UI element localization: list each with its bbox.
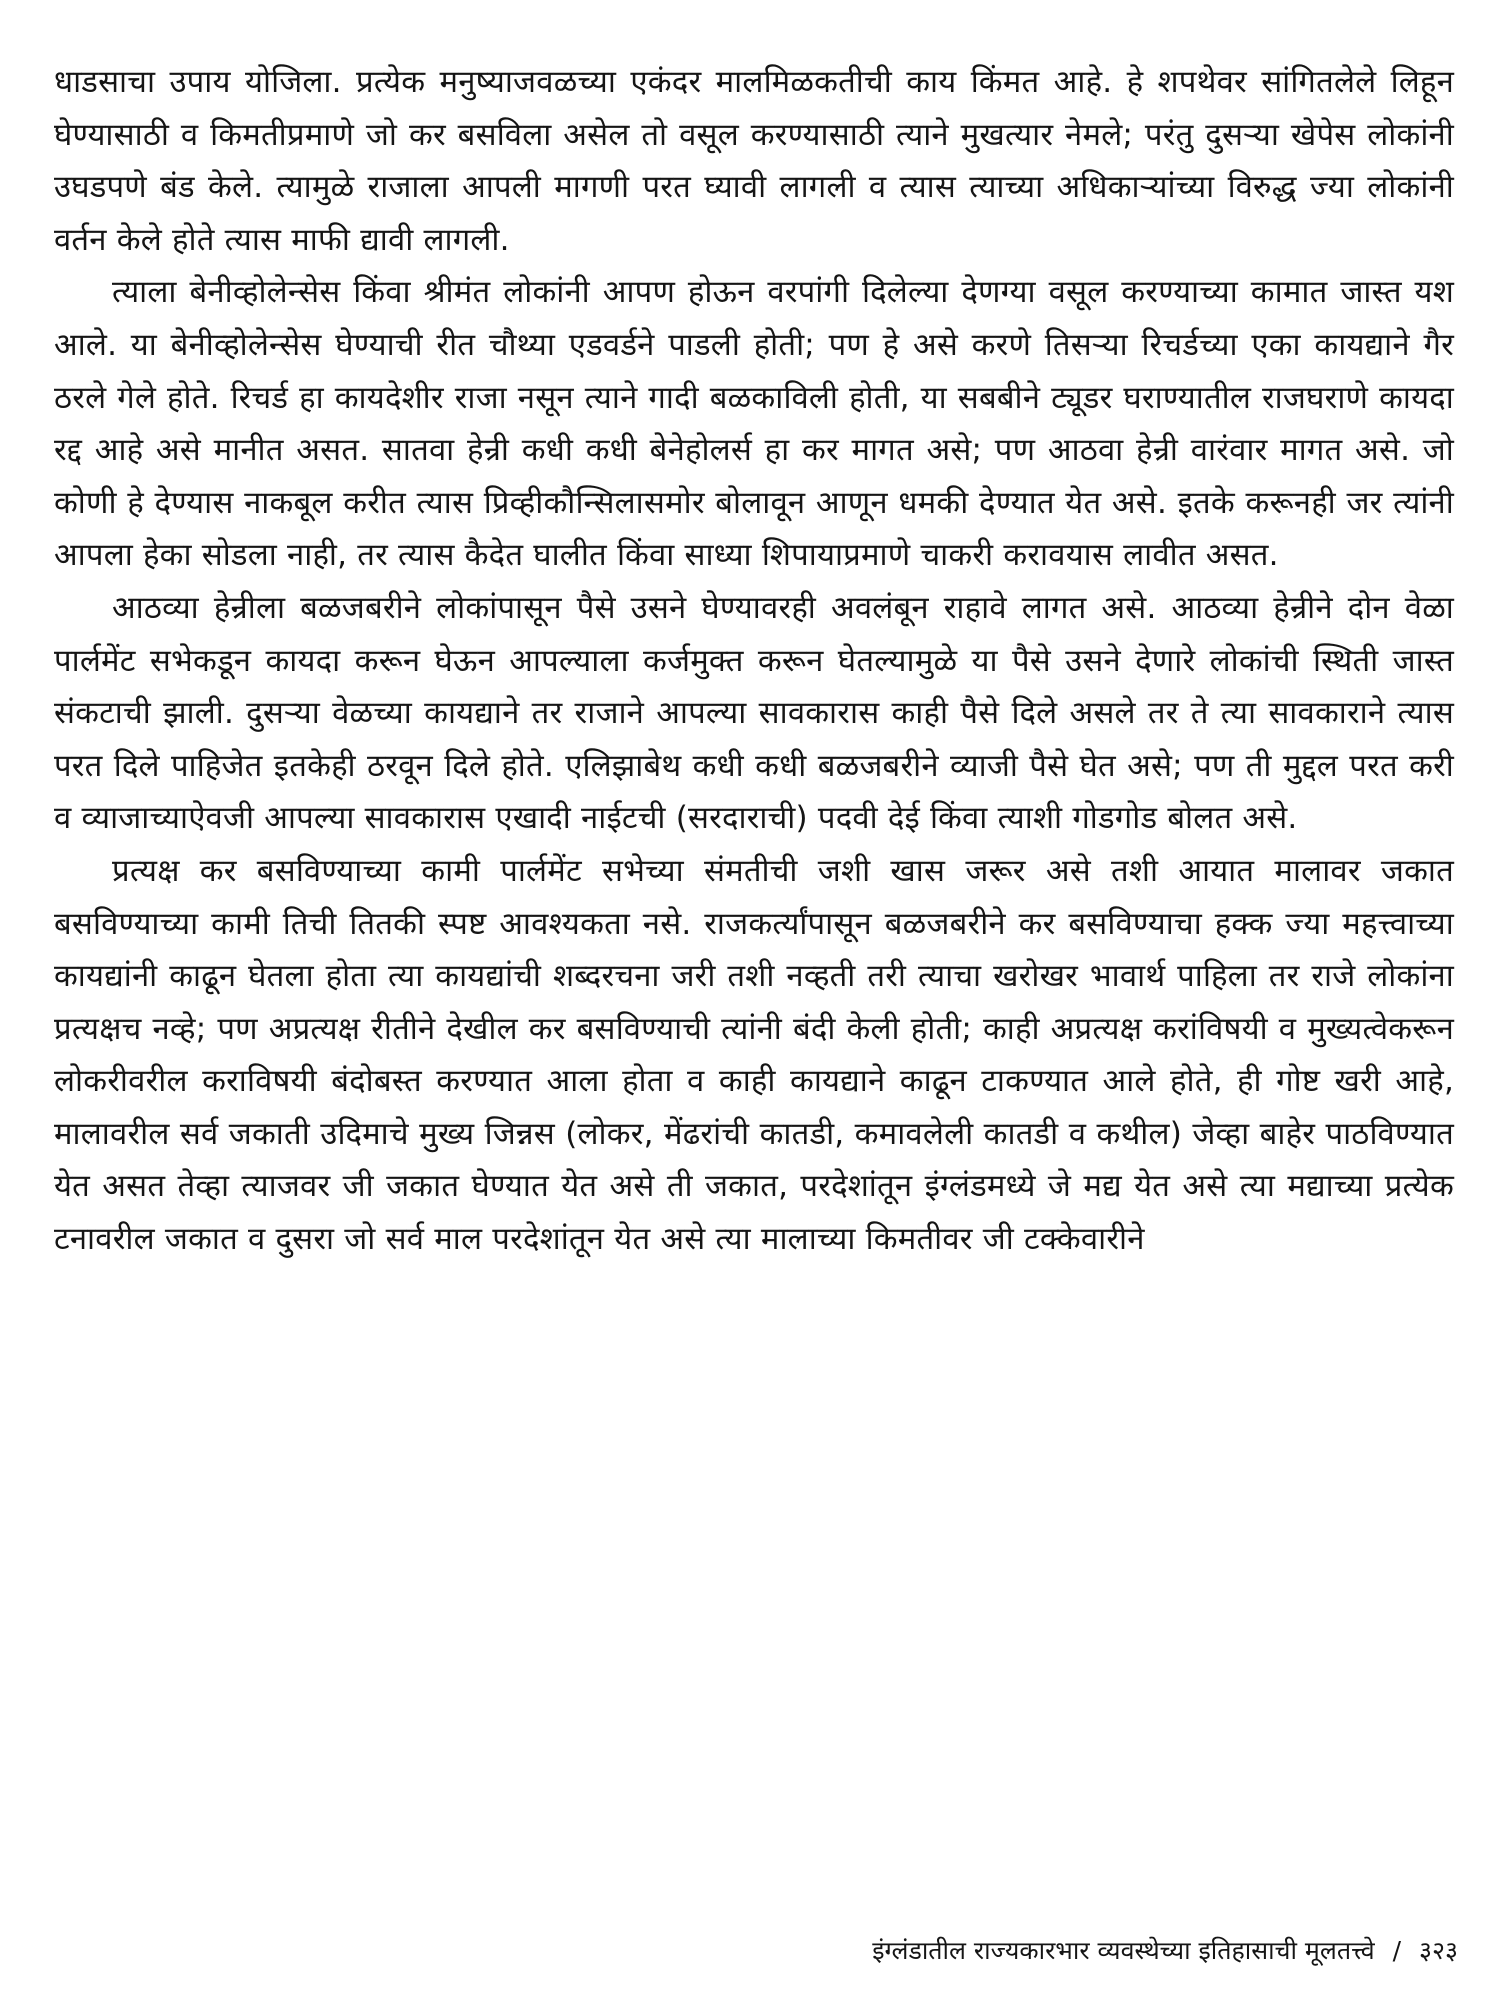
paragraph-customs-duties: प्रत्यक्ष कर बसविण्याच्या कामी पार्लमेंट सभेच्या संमतीची जशी खास जरूर असे तशी आयात मालावर जकात बसविण्याच्या कामी तिची तितकी स्पष्ट आवश्यकता नसे. राजकर्त्यांपासून बळजबरीने कर बसविण्याचा हक्क ज्या महत्त्वाच्या कायद्यांनी काढून घेतला होता त्या कायद्यांची शब्दरचना जरी तशी नव्हती तरी त्याचा खरोखर भावार्थ पाहिला तर राजे लोकांना प्रत्यक्षच नव्हे; पण अप्रत्यक्ष रीतीने देखील कर बसविण्याची त्यांनी बंदी केली होती; काही अप्रत्यक्ष करांविषयी व मुख्यत्वेकरून लोकरीवरील कराविषयी बंदोबस्त करण्यात आला होता व काही कायद्याने काढून टाकण्यात आले होते, ही गोष्ट खरी आहे, मालावरील सर्व जकाती उदिमाचे मुख्य जिन्नस (लोकर, मेंढरांची कातडी, कमावलेली कातडी व कथील) जेव्हा बाहेर पाठविण्यात येत असत तेव्हा त्याजवर जी जकात घेण्यात येत असे ती जकात, परदेशांतून इंग्लंडमध्ये जे मद्य येत असे त्या मद्याच्या प्रत्येक टनावरील जकात व दुसरा जो सर्व माल परदेशांतून येत असे त्या मालाच्या किमतीवर जी टक्केवारीने <box>54 852 1454 1258</box>
paragraph-benevolences: त्याला बेनीव्होलेन्सेस किंवा श्रीमंत लोकांनी आपण होऊन वरपांगी दिलेल्या देणग्या वसूल करण्याच्या कामात जास्त यश आले. या बेनीव्होलेन्सेस घेण्याची रीत चौथ्या एडवर्डने पाडली होती; पण हे असे करणे तिसऱ्या रिचर्डच्या एका कायद्याने गैर ठरले गेले होते. रिचर्ड हा कायदेशीर राजा नसून त्याने गादी बळकाविली होती, या सबबीने ट्यूडर घराण्यातील राजघराणे कायदा रद्द आहे असे मानीत असत. सातवा हेन्री कधी कधी बेनेहोलर्स हा कर मागत असे; पण आठवा हेन्री वारंवार मागत असे. जो कोणी हे देण्यास नाकबूल करीत त्यास प्रिव्हीकौन्सिलासमोर बोलावून आणून धमकी देण्यात येत असे. इतके करूनही जर त्यांनी आपला हेका सोडला नाही, तर त्यास कैदेत घालीत किंवा साध्या शिपायाप्रमाणे चाकरी करावयास लावीत असत. <box>54 274 1454 574</box>
paragraph-continuation: धाडसाचा उपाय योजिला. प्रत्येक मनुष्याजवळच्या एकंदर मालमिळकतीची काय किंमत आहे. हे शपथेवर सांगितलेले लिहून घेण्यासाठी व किमतीप्रमाणे जो कर बसविला असेल तो वसूल करण्यासाठी त्याने मुखत्यार नेमले; परंतु दुसऱ्या खेपेस लोकांनी उघडपणे बंड केले. त्यामुळे राजाला आपली मागणी परत घ्यावी लागली व त्यास त्याच्या अधिकाऱ्यांच्या विरुद्ध ज्या लोकांनी वर्तन केले होते त्यास माफी द्यावी लागली. <box>54 64 1454 258</box>
running-title: इंग्लंडातील राज्यकारभार व्यवस्थेच्या इतिहासाची मूलतत्त्वे <box>872 1936 1375 1965</box>
page-footer <box>872 1934 1458 1968</box>
page-body <box>54 56 1454 1266</box>
footer-separator: / <box>1392 1936 1402 1965</box>
page-number: ३२३ <box>1418 1936 1458 1965</box>
paragraph-forced-loans: आठव्या हेन्रीला बळजबरीने लोकांपासून पैसे उसने घेण्यावरही अवलंबून राहावे लागत असे. आठव्या हेन्रीने दोन वेळा पार्लमेंट सभेकडून कायदा करून घेऊन आपल्याला कर्जमुक्त करून घेतल्यामुळे या पैसे उसने देणारे लोकांची स्थिती जास्त संकटाची झाली. दुसऱ्या वेळच्या कायद्याने तर राजाने आपल्या सावकारास काही पैसे दिले असले तर ते त्या सावकाराने त्यास परत दिले पाहिजेत इतकेही ठरवून दिले होते. एलिझाबेथ कधी कधी बळजबरीने व्याजी पैसे घेत असे; पण ती मुद्दल परत करी व व्याजाच्याऐवजी आपल्या सावकारास एखादी नाईटची (सरदाराची) पदवी देई किंवा त्याशी गोडगोड बोलत असे. <box>54 589 1454 837</box>
